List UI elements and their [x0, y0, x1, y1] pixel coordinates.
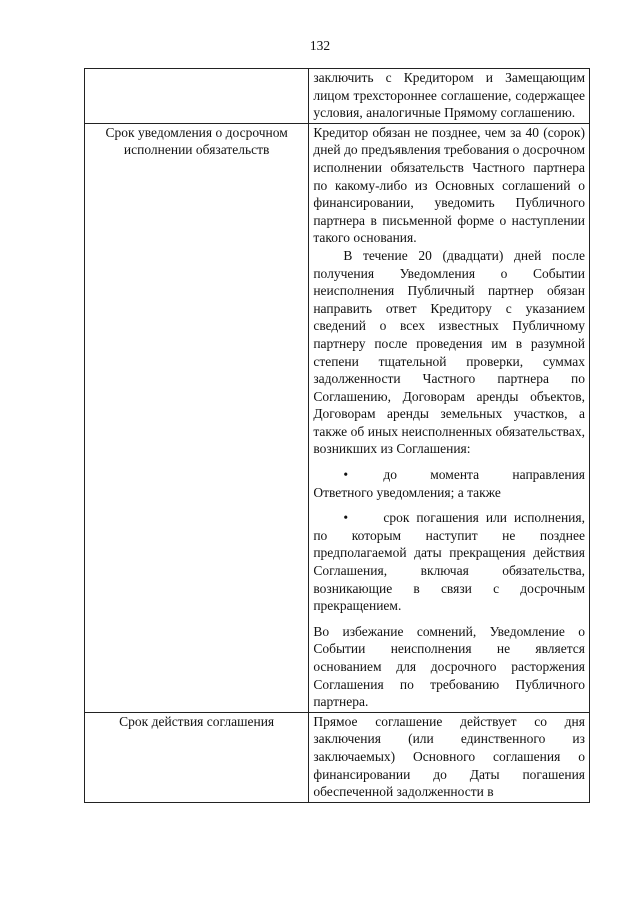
paragraph: Во избежание сомнений, Уведомление о Событии неисполнения не является основанием для досрочного расторжения Соглашения по требованию Публичного партнера. — [313, 623, 585, 710]
paragraph: заключить с Кредитором и Замещающим лицом трехстороннее соглашение, содержащее условия, аналогичные Прямому соглашению. — [313, 70, 585, 121]
table-row — [85, 123, 590, 712]
row-content-cell — [309, 123, 590, 712]
row-title-cell: Срок уведомления о досрочном исполнении обязательств — [85, 123, 309, 712]
paragraph: В течение 20 (двадцати) дней после получения Уведомления о Событии неисполнения Публичный партнер обязан направить ответ Кредитору с указанием сведений о всех известных Публичному партнеру после проведения им в разумной степени тщательной проверки, суммах задолженности Частного партнера по Соглашению, Договорам аренды объектов, Договорам аренды земельных участков, а также об иных неисполненных обязательствах, возникших из Соглашения: — [313, 247, 585, 457]
bullet-item — [313, 509, 585, 615]
paragraph: Прямое соглашение действует со дня заключения (или единственного из заключаемых) Основного соглашения о финансировании до Даты погашения обеспеченной задолженности в — [313, 713, 585, 800]
bullet-text: срок погашения или исполнения, по которым наступит не позднее предполагаемой даты прекращения действия Соглашения, включая обязательства, возникающие в связи с досрочным прекращением. — [313, 510, 585, 614]
terms-table — [84, 68, 590, 803]
paragraph: Кредитор обязан не позднее, чем за 40 (сорок) дней до предъявления требования о досрочном исполнении обязательств Частного партнера по какому-либо из Основных соглашений о финансировании, уведомить Публичного партнера в письменной форме о наступлении такого основания. — [313, 124, 585, 246]
bullet-icon: • — [343, 467, 349, 483]
bullet-icon: • — [343, 510, 349, 526]
bullet-text: до момента направления Ответного уведомления; а также — [313, 467, 585, 500]
row-content-cell — [309, 69, 590, 124]
page-number: 132 — [309, 38, 331, 53]
row-title-cell — [85, 69, 309, 124]
row-content-cell — [309, 712, 590, 802]
bullet-item — [313, 466, 585, 501]
table-row — [85, 69, 590, 124]
row-title-cell: Срок действия соглашения — [85, 712, 309, 802]
table-row — [85, 712, 590, 802]
